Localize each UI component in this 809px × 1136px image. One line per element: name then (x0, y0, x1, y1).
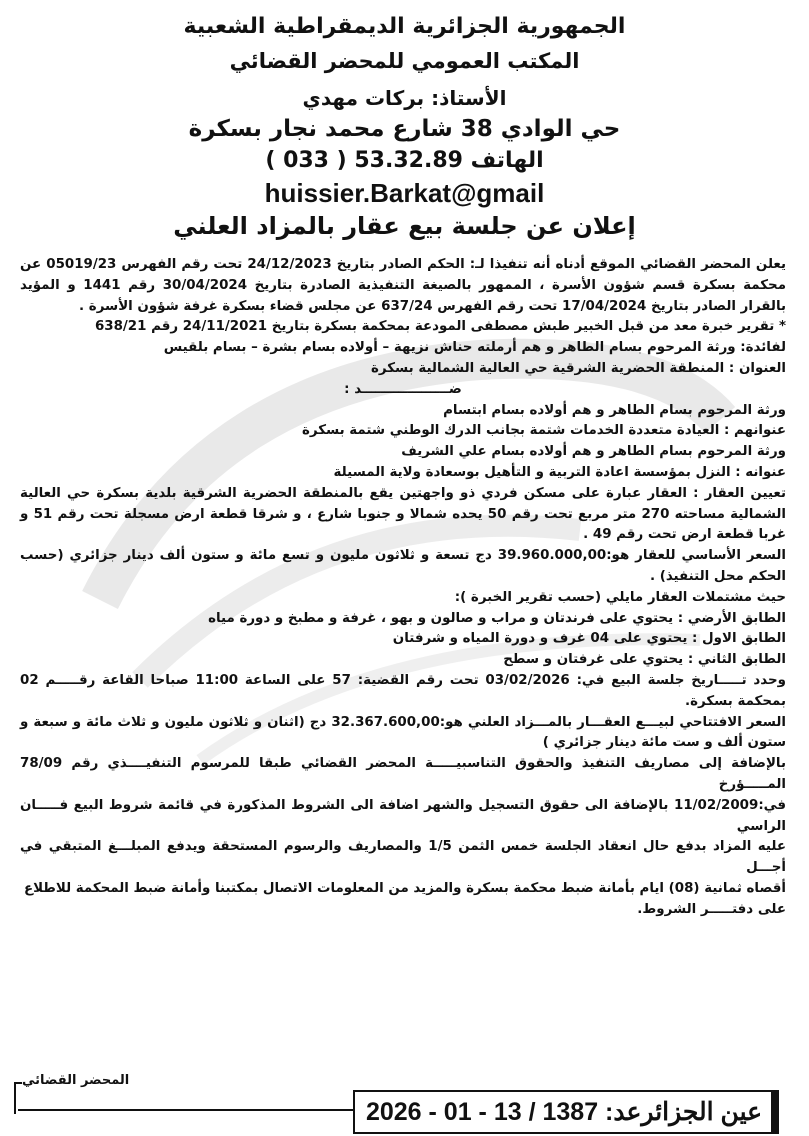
office-phone: الهاتف 53.32.89 ( 033 ) (265, 148, 544, 173)
announcement-body (20, 255, 786, 921)
paragraph-decree-date: في:11/02/2009 بالإضافة الى حقوق التسجيل والشهر اضافة الى الشروط المذكورة في قائمة شروط البيع فـــــان الراسي (20, 797, 786, 834)
footer-bar (771, 1090, 779, 1134)
office-heading: المكتب العمومي للمحضر القضائي (229, 49, 580, 73)
bailiff-name: الأستاذ: بركات مهدي (302, 86, 507, 110)
paragraph-beneficiary-address: العنوان : المنطقة الحضرية الشرقية حي العالية الشمالية بسكرة (371, 360, 786, 376)
paragraph-contents-intro: حيث مشتملات العقار مايلي (حسب تقرير الخبرة ): (454, 589, 786, 605)
paragraph-defendant-1: ورثة المرحوم بسام الطاهر و هم أولاده بسام ابتسام (443, 402, 786, 418)
footer-rule (18, 1109, 353, 1111)
paragraph-session-date: وحدد تـــــاريخ جلسة البيع في: 03/02/2026 تحت رقم القضية: 57 على الساعة 11:00 صباحا القاعة رقـــــم 02 بمحكمة بسكرة. (20, 672, 787, 709)
publication-reference: عين الجزائرعد: 1387 / 13 - 01 - 2026 (353, 1090, 773, 1134)
paragraph-property-description: تعيين العقار : العقار عبارة على مسكن فردي ذو واجهتين يقع بالمنطقة الحضرية الشرقية بلدية بسكرة حي العالية الشمالية مساحته 270 متر مربع تحت رقم 50 يحده شمالا و جنوبا شارع ، و شرقا قطعة ارض مسجلة تحت رقم 51 و غربا قطعة ارض تحت رقم 49 . (20, 485, 786, 543)
paragraph-payment: عليه المزاد بدفع حال انعقاد الجلسة خمس الثمن 1/5 والمصاريف والرسوم المستحقة ويدفع المبلـــغ المتبقي في أجـــل (20, 839, 786, 876)
paragraph-base-price: السعر الأساسي للعقار هو:39.960.000,00 دج تسعة و ثلاثون مليون و تسع مائة و ستون ألف دينار جزائري (حسب الحكم محل التنفيذ) . (20, 548, 786, 584)
paragraph-against: ضـــــــــــــــــــد : (344, 381, 462, 397)
paragraph-second-floor: الطابق الثاني : يحتوي على غرفتان و سطح (503, 652, 786, 668)
paragraph-first-floor: الطابق الاول : يحتوي على 04 غرف و دورة المياه و شرفتان (392, 631, 786, 647)
paragraph-defendant-2: ورثة المرحوم بسام الطاهر و هم أولاده بسام علي الشريف (401, 444, 786, 460)
paragraph-beneficiary: لفائدة: ورثة المرحوم بسام الطاهر و هم أرملته حناش نزيهة – أولاده بسام بشرة – بسام بلقيس (163, 340, 786, 356)
office-address: حي الوادي 38 شارع محمد نجار بسكرة (188, 116, 621, 142)
paragraph-defendant-1-address: عنوانهم : العيادة متعددة الخدمات شتمة بجانب الدرك الوطني شتمة بسكرة (301, 423, 786, 439)
paragraph-expert-report: * تقرير خبرة معد من قبل الخبير طبش مصطفى المودعة بمحكمة بسكرة بتاريخ 24/11/2021 رقم 638/21 (94, 319, 786, 335)
paragraph-fees: بالإضافة إلى مصاريف التنفيذ والحقوق التناسبيـــــة المحضر القضائي طبقا للمرسوم التنفيــــذي رقم 78/09 المـــــؤرخ (20, 756, 786, 792)
paragraph-opening-price: السعر الافتتاحي لبيـــع العقـــار بالمـــزاد العلني هو:32.367.600,00 دج (اثنان و ثلاثون مليون و ثلاث مائة و سبعة و ستون ألف و ست مائة دينار جزائري ) (20, 714, 786, 751)
office-email: huissier.Barkat@gmail (264, 178, 545, 208)
paragraph-deadline: أقصاه ثمانية (08) ايام بأمانة ضبط محكمة بسكرة والمزيد من المعلومات الاتصال بمكتبنا وأمانة ضبط المحكمة للاطلاع (23, 880, 786, 896)
paragraph-ground-floor: الطابق الأرضي : يحتوي على فرندتان و مراب و صالون و بهو ، غرفة و مطبخ و دورة مياه (208, 610, 786, 626)
signature-label: المحضر القضائي (22, 1073, 130, 1088)
paragraph-conditions: على دفتـــــر الشروط. (637, 901, 786, 917)
republic-heading: الجمهورية الجزائرية الديمقراطية الشعبية (183, 14, 626, 39)
paragraph-judgment: يعلن المحضر القضائي الموقع أدناه أنه تنفيذا لـ: الحكم الصادر بتاريخ 24/12/2023 تحت رقم الفهرس 05019/23 عن محكمة بسكرة قسم شؤون الأسرة ، الممهور بالصيغة التنفيذية الصادرة بتاريخ 30/04/2024 رقم 1441 و المؤيد بالقرار الصادر بتاريخ 17/04/2024 تحت رقم الفهرس 637/24 عن مجلس قضاء بسكرة غرفة شؤون الأسرة . (20, 257, 786, 314)
announcement-title: إعلان عن جلسة بيع عقار بالمزاد العلني (173, 212, 636, 240)
paragraph-defendant-2-address: عنوانه : النزل بمؤسسة اعادة التربية و التأهيل بوسعادة ولاية المسيلة (333, 464, 786, 480)
